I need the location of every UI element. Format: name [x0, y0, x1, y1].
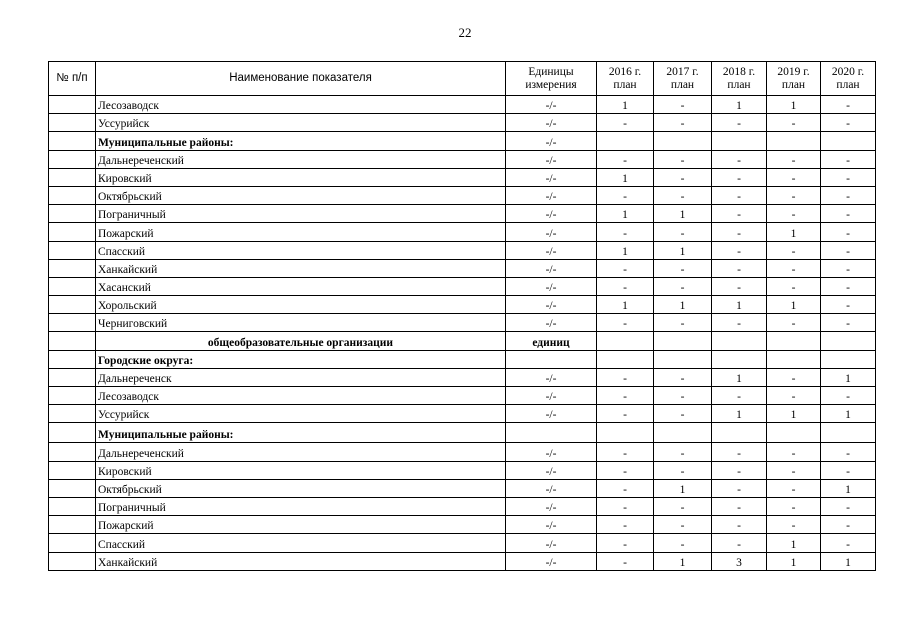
indicator-name-cell: Черниговский: [96, 314, 506, 332]
plan-value-cell: 1: [821, 368, 876, 386]
table-row: [49, 314, 876, 332]
plan-value-cell: -: [712, 314, 767, 332]
row-number-cell: [49, 332, 96, 350]
row-number-cell: [49, 259, 96, 277]
row-number-cell: [49, 296, 96, 314]
plan-value-cell: 1: [597, 241, 654, 259]
table-row: [49, 405, 876, 423]
plan-value-cell: [597, 332, 654, 350]
table-row: [49, 516, 876, 534]
plan-value-cell: -: [712, 168, 767, 186]
row-number-cell: [49, 497, 96, 515]
indicator-name-cell: Пограничный: [96, 497, 506, 515]
table-row: [49, 387, 876, 405]
plan-value-cell: -: [712, 516, 767, 534]
plan-value-cell: -: [712, 461, 767, 479]
plan-value-cell: 1: [712, 296, 767, 314]
table-row: [49, 96, 876, 114]
indicators-table: [48, 61, 876, 571]
unit-cell: -/-: [506, 96, 597, 114]
indicator-name-cell: Кировский: [96, 461, 506, 479]
plan-value-cell: [597, 423, 654, 443]
row-number-cell: [49, 479, 96, 497]
unit-cell: [506, 350, 597, 368]
table-row: [49, 259, 876, 277]
unit-cell: -/-: [506, 277, 597, 295]
unit-cell: -/-: [506, 223, 597, 241]
plan-value-cell: -: [654, 461, 712, 479]
unit-cell: -/-: [506, 368, 597, 386]
unit-cell: -/-: [506, 443, 597, 461]
indicator-name-cell: Дальнереченский: [96, 443, 506, 461]
unit-cell: -/-: [506, 387, 597, 405]
plan-value-cell: -: [654, 114, 712, 132]
plan-value-cell: [821, 423, 876, 443]
plan-value-cell: 1: [821, 405, 876, 423]
plan-value-cell: -: [767, 443, 821, 461]
row-number-cell: [49, 168, 96, 186]
plan-value-cell: -: [767, 168, 821, 186]
plan-value-cell: -: [821, 259, 876, 277]
plan-value-cell: 1: [654, 205, 712, 223]
unit-cell: -/-: [506, 461, 597, 479]
plan-value-cell: -: [654, 387, 712, 405]
plan-value-cell: -: [767, 497, 821, 515]
indicator-name-cell: общеобразовательные организации: [96, 332, 506, 350]
plan-value-cell: [654, 423, 712, 443]
plan-value-cell: -: [712, 497, 767, 515]
plan-value-cell: -: [597, 405, 654, 423]
plan-value-cell: -: [821, 534, 876, 552]
plan-value-cell: -: [767, 277, 821, 295]
table-row: [49, 168, 876, 186]
table-body: [49, 96, 876, 571]
plan-value-cell: -: [821, 114, 876, 132]
plan-value-cell: 1: [767, 405, 821, 423]
plan-value-cell: -: [712, 223, 767, 241]
plan-value-cell: 1: [654, 479, 712, 497]
plan-value-cell: [712, 423, 767, 443]
plan-value-cell: -: [712, 387, 767, 405]
plan-value-cell: -: [712, 150, 767, 168]
plan-value-cell: [767, 132, 821, 150]
plan-value-cell: -: [821, 516, 876, 534]
plan-value-cell: [821, 132, 876, 150]
table-row: [49, 241, 876, 259]
table-row: [49, 552, 876, 570]
plan-value-cell: [767, 332, 821, 350]
indicator-name-cell: Кировский: [96, 168, 506, 186]
table-row: [49, 461, 876, 479]
row-number-cell: [49, 150, 96, 168]
header-num: № п/п: [49, 62, 96, 96]
row-number-cell: [49, 405, 96, 423]
plan-value-cell: 1: [597, 205, 654, 223]
plan-value-cell: -: [767, 516, 821, 534]
plan-value-cell: -: [821, 497, 876, 515]
indicator-name-cell: Городские округа:: [96, 350, 506, 368]
indicator-name-cell: Уссурийск: [96, 405, 506, 423]
plan-value-cell: -: [821, 241, 876, 259]
plan-value-cell: -: [597, 277, 654, 295]
indicator-name-cell: Муниципальные районы:: [96, 132, 506, 150]
plan-value-cell: -: [654, 497, 712, 515]
row-number-cell: [49, 241, 96, 259]
plan-value-cell: -: [597, 461, 654, 479]
plan-value-cell: 1: [597, 96, 654, 114]
unit-cell: -/-: [506, 205, 597, 223]
table-row: [49, 296, 876, 314]
indicator-name-cell: Хасанский: [96, 277, 506, 295]
table-row: [49, 205, 876, 223]
unit-cell: -/-: [506, 497, 597, 515]
plan-value-cell: 1: [597, 296, 654, 314]
header-year-2016: 2016 г. план: [597, 62, 654, 96]
plan-value-cell: -: [654, 443, 712, 461]
row-number-cell: [49, 277, 96, 295]
row-number-cell: [49, 534, 96, 552]
header-name: Наименование показателя: [96, 62, 506, 96]
plan-value-cell: [654, 350, 712, 368]
plan-value-cell: -: [767, 241, 821, 259]
plan-value-cell: [821, 350, 876, 368]
plan-value-cell: -: [767, 259, 821, 277]
indicator-name-cell: Дальнереченск: [96, 368, 506, 386]
table-row: [49, 150, 876, 168]
table-row: [49, 332, 876, 350]
plan-value-cell: 1: [654, 296, 712, 314]
plan-value-cell: 1: [767, 223, 821, 241]
row-number-cell: [49, 423, 96, 443]
row-number-cell: [49, 114, 96, 132]
plan-value-cell: -: [597, 314, 654, 332]
table-row: [49, 350, 876, 368]
plan-value-cell: -: [821, 205, 876, 223]
unit-cell: -/-: [506, 114, 597, 132]
table-header-row: [49, 62, 876, 96]
indicator-name-cell: Ханкайский: [96, 552, 506, 570]
unit-cell: -/-: [506, 241, 597, 259]
plan-value-cell: -: [821, 150, 876, 168]
row-number-cell: [49, 443, 96, 461]
plan-value-cell: -: [712, 277, 767, 295]
plan-value-cell: -: [597, 259, 654, 277]
plan-value-cell: -: [654, 150, 712, 168]
table-row: [49, 368, 876, 386]
plan-value-cell: -: [767, 461, 821, 479]
plan-value-cell: -: [821, 296, 876, 314]
plan-value-cell: 1: [597, 168, 654, 186]
header-unit: Единицы измерения: [506, 62, 597, 96]
plan-value-cell: -: [821, 168, 876, 186]
indicator-name-cell: Спасский: [96, 241, 506, 259]
row-number-cell: [49, 132, 96, 150]
table-row: [49, 497, 876, 515]
plan-value-cell: -: [654, 223, 712, 241]
indicator-name-cell: Ханкайский: [96, 259, 506, 277]
plan-value-cell: [767, 350, 821, 368]
plan-value-cell: -: [597, 516, 654, 534]
table-row: [49, 132, 876, 150]
plan-value-cell: -: [654, 259, 712, 277]
plan-value-cell: -: [712, 443, 767, 461]
plan-value-cell: -: [654, 314, 712, 332]
unit-cell: -/-: [506, 405, 597, 423]
plan-value-cell: [597, 132, 654, 150]
plan-value-cell: [712, 350, 767, 368]
plan-value-cell: -: [597, 223, 654, 241]
row-number-cell: [49, 223, 96, 241]
plan-value-cell: -: [654, 534, 712, 552]
plan-value-cell: -: [597, 186, 654, 204]
plan-value-cell: -: [597, 114, 654, 132]
plan-value-cell: -: [597, 443, 654, 461]
plan-value-cell: -: [712, 259, 767, 277]
table-row: [49, 186, 876, 204]
plan-value-cell: 1: [767, 552, 821, 570]
plan-value-cell: -: [597, 368, 654, 386]
indicator-name-cell: Пограничный: [96, 205, 506, 223]
plan-value-cell: -: [767, 205, 821, 223]
page-number: 22: [458, 25, 472, 40]
plan-value-cell: -: [767, 387, 821, 405]
plan-value-cell: -: [821, 443, 876, 461]
header-year-2018: 2018 г. план: [712, 62, 767, 96]
header-year-2020: 2020 г. план: [821, 62, 876, 96]
plan-value-cell: -: [821, 223, 876, 241]
plan-value-cell: -: [712, 205, 767, 223]
row-number-cell: [49, 350, 96, 368]
indicator-name-cell: Уссурийск: [96, 114, 506, 132]
indicator-name-cell: Лесозаводск: [96, 387, 506, 405]
row-number-cell: [49, 387, 96, 405]
indicator-name-cell: Лесозаводск: [96, 96, 506, 114]
unit-cell: -/-: [506, 552, 597, 570]
table-row: [49, 277, 876, 295]
plan-value-cell: -: [597, 387, 654, 405]
plan-value-cell: -: [654, 368, 712, 386]
plan-value-cell: -: [597, 497, 654, 515]
table-row: [49, 423, 876, 443]
plan-value-cell: 1: [767, 96, 821, 114]
unit-cell: -/-: [506, 534, 597, 552]
indicator-name-cell: Муниципальные районы:: [96, 423, 506, 443]
indicator-name-cell: Спасский: [96, 534, 506, 552]
plan-value-cell: [712, 132, 767, 150]
plan-value-cell: [767, 423, 821, 443]
indicator-name-cell: Дальнереченский: [96, 150, 506, 168]
unit-cell: -/-: [506, 168, 597, 186]
plan-value-cell: -: [712, 534, 767, 552]
plan-value-cell: -: [712, 241, 767, 259]
plan-value-cell: [821, 332, 876, 350]
unit-cell: [506, 423, 597, 443]
plan-value-cell: 1: [712, 368, 767, 386]
table-row: [49, 114, 876, 132]
plan-value-cell: 1: [654, 552, 712, 570]
table-row: [49, 443, 876, 461]
plan-value-cell: -: [654, 96, 712, 114]
plan-value-cell: -: [767, 479, 821, 497]
plan-value-cell: 1: [712, 405, 767, 423]
unit-cell: -/-: [506, 479, 597, 497]
unit-cell: единиц: [506, 332, 597, 350]
plan-value-cell: [712, 332, 767, 350]
plan-value-cell: -: [767, 186, 821, 204]
plan-value-cell: -: [767, 368, 821, 386]
plan-value-cell: -: [821, 314, 876, 332]
plan-value-cell: -: [597, 534, 654, 552]
header-year-2017: 2017 г. план: [654, 62, 712, 96]
plan-value-cell: -: [821, 387, 876, 405]
plan-value-cell: -: [597, 479, 654, 497]
plan-value-cell: 1: [821, 479, 876, 497]
unit-cell: -/-: [506, 150, 597, 168]
table-row: [49, 534, 876, 552]
plan-value-cell: -: [597, 150, 654, 168]
table-row: [49, 223, 876, 241]
indicator-name-cell: Хорольский: [96, 296, 506, 314]
indicator-name-cell: Пожарский: [96, 516, 506, 534]
plan-value-cell: [654, 332, 712, 350]
unit-cell: -/-: [506, 259, 597, 277]
header-year-2019: 2019 г. план: [767, 62, 821, 96]
plan-value-cell: [597, 350, 654, 368]
plan-value-cell: -: [597, 552, 654, 570]
unit-cell: -/-: [506, 186, 597, 204]
row-number-cell: [49, 461, 96, 479]
table-row: [49, 479, 876, 497]
plan-value-cell: -: [712, 114, 767, 132]
plan-value-cell: -: [821, 186, 876, 204]
plan-value-cell: -: [767, 150, 821, 168]
row-number-cell: [49, 314, 96, 332]
plan-value-cell: -: [767, 114, 821, 132]
plan-value-cell: -: [654, 405, 712, 423]
row-number-cell: [49, 552, 96, 570]
unit-cell: -/-: [506, 132, 597, 150]
plan-value-cell: -: [654, 186, 712, 204]
row-number-cell: [49, 368, 96, 386]
row-number-cell: [49, 186, 96, 204]
row-number-cell: [49, 516, 96, 534]
plan-value-cell: -: [821, 461, 876, 479]
unit-cell: -/-: [506, 516, 597, 534]
unit-cell: -/-: [506, 314, 597, 332]
indicator-name-cell: Октябрьский: [96, 186, 506, 204]
plan-value-cell: 1: [712, 96, 767, 114]
plan-value-cell: -: [654, 277, 712, 295]
plan-value-cell: 3: [712, 552, 767, 570]
plan-value-cell: -: [712, 479, 767, 497]
plan-value-cell: -: [767, 314, 821, 332]
plan-value-cell: 1: [654, 241, 712, 259]
indicator-name-cell: Пожарский: [96, 223, 506, 241]
plan-value-cell: [654, 132, 712, 150]
plan-value-cell: 1: [767, 296, 821, 314]
plan-value-cell: -: [821, 277, 876, 295]
plan-value-cell: -: [821, 96, 876, 114]
plan-value-cell: 1: [767, 534, 821, 552]
row-number-cell: [49, 205, 96, 223]
plan-value-cell: -: [712, 186, 767, 204]
plan-value-cell: -: [654, 168, 712, 186]
plan-value-cell: -: [654, 516, 712, 534]
row-number-cell: [49, 96, 96, 114]
plan-value-cell: 1: [821, 552, 876, 570]
unit-cell: -/-: [506, 296, 597, 314]
indicator-name-cell: Октябрьский: [96, 479, 506, 497]
